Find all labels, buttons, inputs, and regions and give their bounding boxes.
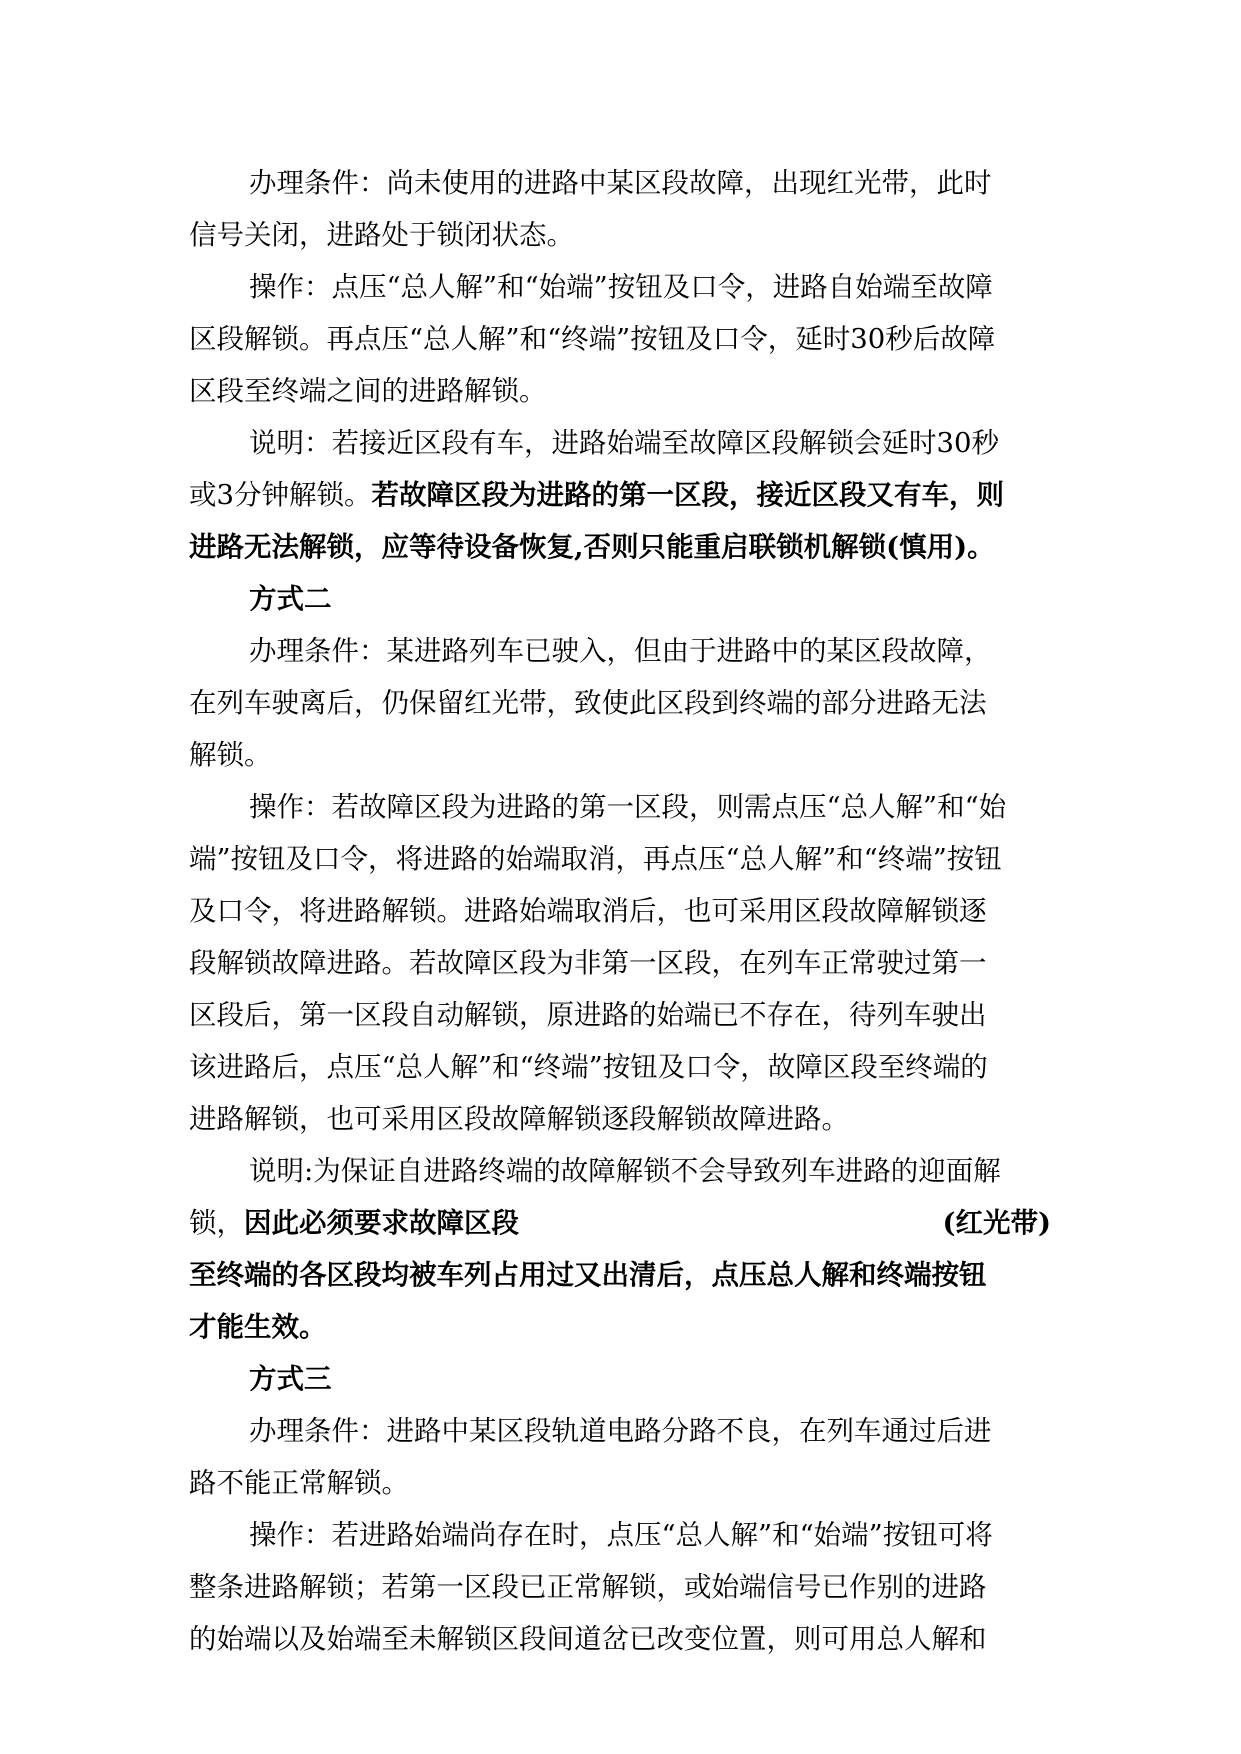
bold-text-run: 若故障区段为进路的第一区段，接近区段又有车，则 (371, 479, 1004, 511)
paragraph-line (189, 521, 1051, 573)
text-run: 信号关闭，进路处于锁闭状态。 (189, 219, 574, 251)
text-run: 及口令，将进路解锁。进路始端取消后，也可采用区段故障解锁逐 (189, 895, 987, 927)
heading-text: 方式二 (249, 583, 332, 615)
text-run: 段解锁故障进路。若故障区段为非第一区段，在列车正常驶过第一 (189, 947, 987, 979)
body-text (189, 157, 1051, 1665)
paragraph-line (189, 625, 1051, 677)
paragraph-line (189, 209, 1051, 261)
text-run: 该进路后，点压“总人解”和“终端”按钮及口令，故障区段至终端的 (189, 1051, 988, 1083)
section-heading (189, 1353, 1051, 1405)
bold-text-run: 才能生效。 (189, 1311, 327, 1343)
text-run: 办理条件：尚未使用的进路中某区段故障，出现红光带，此时 (249, 167, 992, 199)
text-run: 区段至终端之间的进路解锁。 (189, 375, 547, 407)
paragraph-line (189, 1509, 1051, 1561)
paragraph-line (189, 469, 1051, 521)
paragraph-line (189, 1457, 1051, 1509)
paragraph-line (189, 937, 1051, 989)
text-run: 操作：若进路始端尚存在时，点压“总人解”和“始端”按钮可将 (249, 1519, 993, 1551)
paragraph-line (189, 1197, 1051, 1249)
bold-text-run: (红光带) (942, 1207, 1051, 1239)
paragraph-line (189, 677, 1051, 729)
section-heading (189, 573, 1051, 625)
paragraph-line (189, 157, 1051, 209)
text-run: 端”按钮及口令，将进路的始端取消，再点压“总人解”和“终端”按钮 (189, 843, 1002, 875)
text-run: 操作：点压“总人解”和“始端”按钮及口令，进路自始端至故障 (249, 271, 993, 303)
text-run: 办理条件：进路中某区段轨道电路分路不良，在列车通过后进 (249, 1415, 992, 1447)
text-run: 区段解锁。再点压“总人解”和“终端”按钮及口令，延时30秒后故障 (189, 323, 996, 355)
paragraph-line (189, 261, 1051, 313)
text-run: 的始端以及始端至未解锁区段间道岔已改变位置，则可用总人解和 (189, 1623, 987, 1655)
text-run: 办理条件：某进路列车已驶入，但由于进路中的某区段故障， (249, 635, 992, 667)
bold-text-run: 因此必须要求故障区段 (244, 1207, 519, 1239)
paragraph-line (189, 833, 1051, 885)
text-run: 操作：若故障区段为进路的第一区段，则需点压“总人解”和“始 (249, 791, 1007, 823)
text-run: 进路解锁，也可采用区段故障解锁逐段解锁故障进路。 (189, 1103, 849, 1135)
text-run: 在列车驶离后，仍保留红光带，致使此区段到终端的部分进路无法 (189, 687, 987, 719)
paragraph-line (189, 1249, 1051, 1301)
text-run: 或3分钟解锁。 (189, 479, 372, 511)
paragraph-line (189, 885, 1051, 937)
text-run: 说明：若接近区段有车，进路始端至故障区段解锁会延时30秒 (249, 427, 999, 459)
text-run: 区段后，第一区段自动解锁，原进路的始端已不存在，待列车驶出 (189, 999, 987, 1031)
paragraph-line (189, 417, 1051, 469)
text-run: 整条进路解锁；若第一区段已正常解锁，或始端信号已作别的进路 (189, 1571, 987, 1603)
heading-text: 方式三 (249, 1363, 332, 1395)
paragraph-line (189, 781, 1051, 833)
paragraph-line (189, 365, 1051, 417)
bold-text-run: 进路无法解锁，应等待设备恢复,否则只能重启联锁机解锁(慎用)。 (189, 531, 995, 563)
paragraph-line (189, 1301, 1051, 1353)
paragraph-line (189, 729, 1051, 781)
paragraph-line (189, 1561, 1051, 1613)
paragraph-line (189, 1405, 1051, 1457)
bold-text-run: 至终端的各区段均被车列占用过又出清后，点压总人解和终端按钮 (189, 1259, 987, 1291)
paragraph-line (189, 313, 1051, 365)
paragraph-line (189, 1145, 1051, 1197)
text-run: 解锁。 (189, 739, 272, 771)
text-run: 说明:为保证自进路终端的故障解锁不会导致列车进路的迎面解 (249, 1155, 1001, 1187)
text-run: 路不能正常解锁。 (189, 1467, 409, 1499)
text-run: 锁， (189, 1207, 244, 1239)
paragraph-line (189, 1093, 1051, 1145)
paragraph-line (189, 989, 1051, 1041)
paragraph-line (189, 1041, 1051, 1093)
paragraph-line (189, 1613, 1051, 1665)
